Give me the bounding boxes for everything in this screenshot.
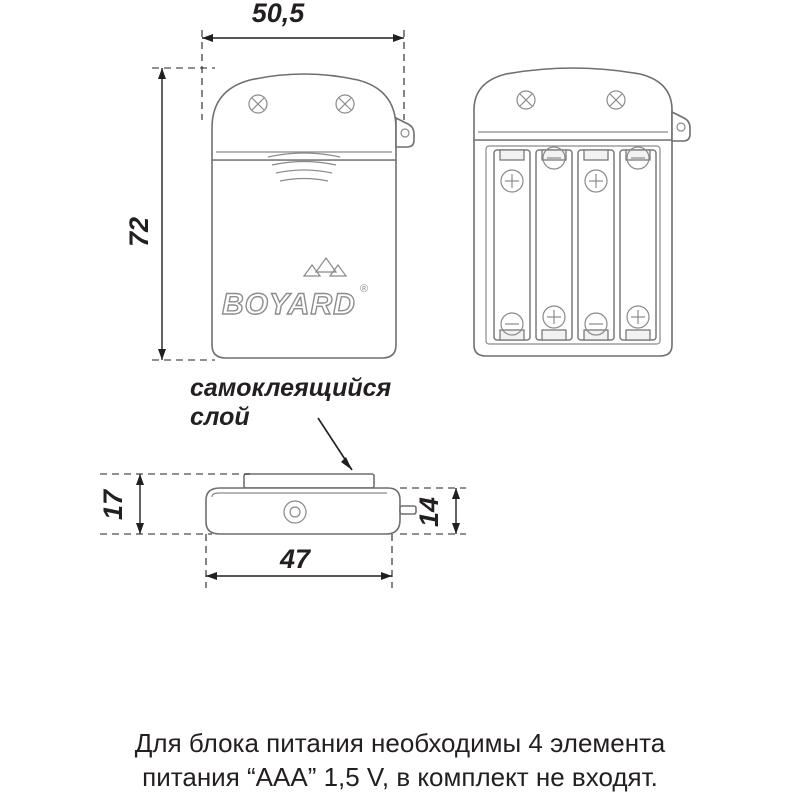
brand-registered-mark: ® (360, 283, 369, 295)
battery-1-top-cap (500, 150, 524, 160)
note-block (135, 728, 666, 792)
arrow-14-bottom (452, 523, 460, 534)
battery-2-bottom-cap (542, 330, 566, 340)
battery-4-bottom-cap (626, 330, 650, 340)
compartment-latch-tab (672, 112, 690, 141)
battery-compartment-view-group (474, 68, 690, 356)
battery-slot-1 (494, 150, 530, 340)
side-profile-view-group (98, 374, 466, 588)
arrow-17-top (136, 474, 144, 485)
dimension-label-17: 17 (98, 489, 128, 521)
arrow-47-right (381, 572, 392, 580)
arrow-width-left (202, 34, 213, 42)
dimension-label-47: 47 (279, 544, 311, 574)
compartment-lid-outline (474, 68, 672, 140)
callout-arrowhead (341, 457, 352, 470)
note-line-2: питания “AAA” 1,5 V, в комплект не входят. (142, 762, 658, 792)
arrow-height-bottom (158, 349, 166, 360)
adhesive-strip (244, 474, 374, 488)
arrow-width-right (393, 34, 404, 42)
front-lid-outline (212, 74, 396, 160)
arrow-47-left (206, 572, 217, 580)
front-view-group (124, 0, 414, 360)
dimension-label-height: 72 (124, 216, 154, 248)
battery-3-top-cap (584, 150, 608, 160)
front-body-outline (212, 160, 396, 358)
adhesive-callout-line2: слой (190, 403, 250, 431)
battery-slot-2 (536, 147, 572, 340)
arrow-14-top (452, 488, 460, 499)
battery-slot-4 (620, 147, 656, 340)
battery-slot-3 (578, 150, 614, 340)
brand-name: BOYARD (222, 288, 356, 321)
lid-latch-tab (396, 118, 414, 147)
side-profile-outline (206, 488, 400, 534)
arrow-height-top (158, 68, 166, 79)
arrow-17-bottom (136, 523, 144, 534)
dimension-label-14: 14 (414, 496, 444, 528)
note-line-1: Для блока питания необходимы 4 элемента (134, 728, 666, 758)
dimension-label-width: 50,5 (251, 0, 305, 28)
adhesive-callout-line1: самоклеящийся (190, 374, 392, 402)
